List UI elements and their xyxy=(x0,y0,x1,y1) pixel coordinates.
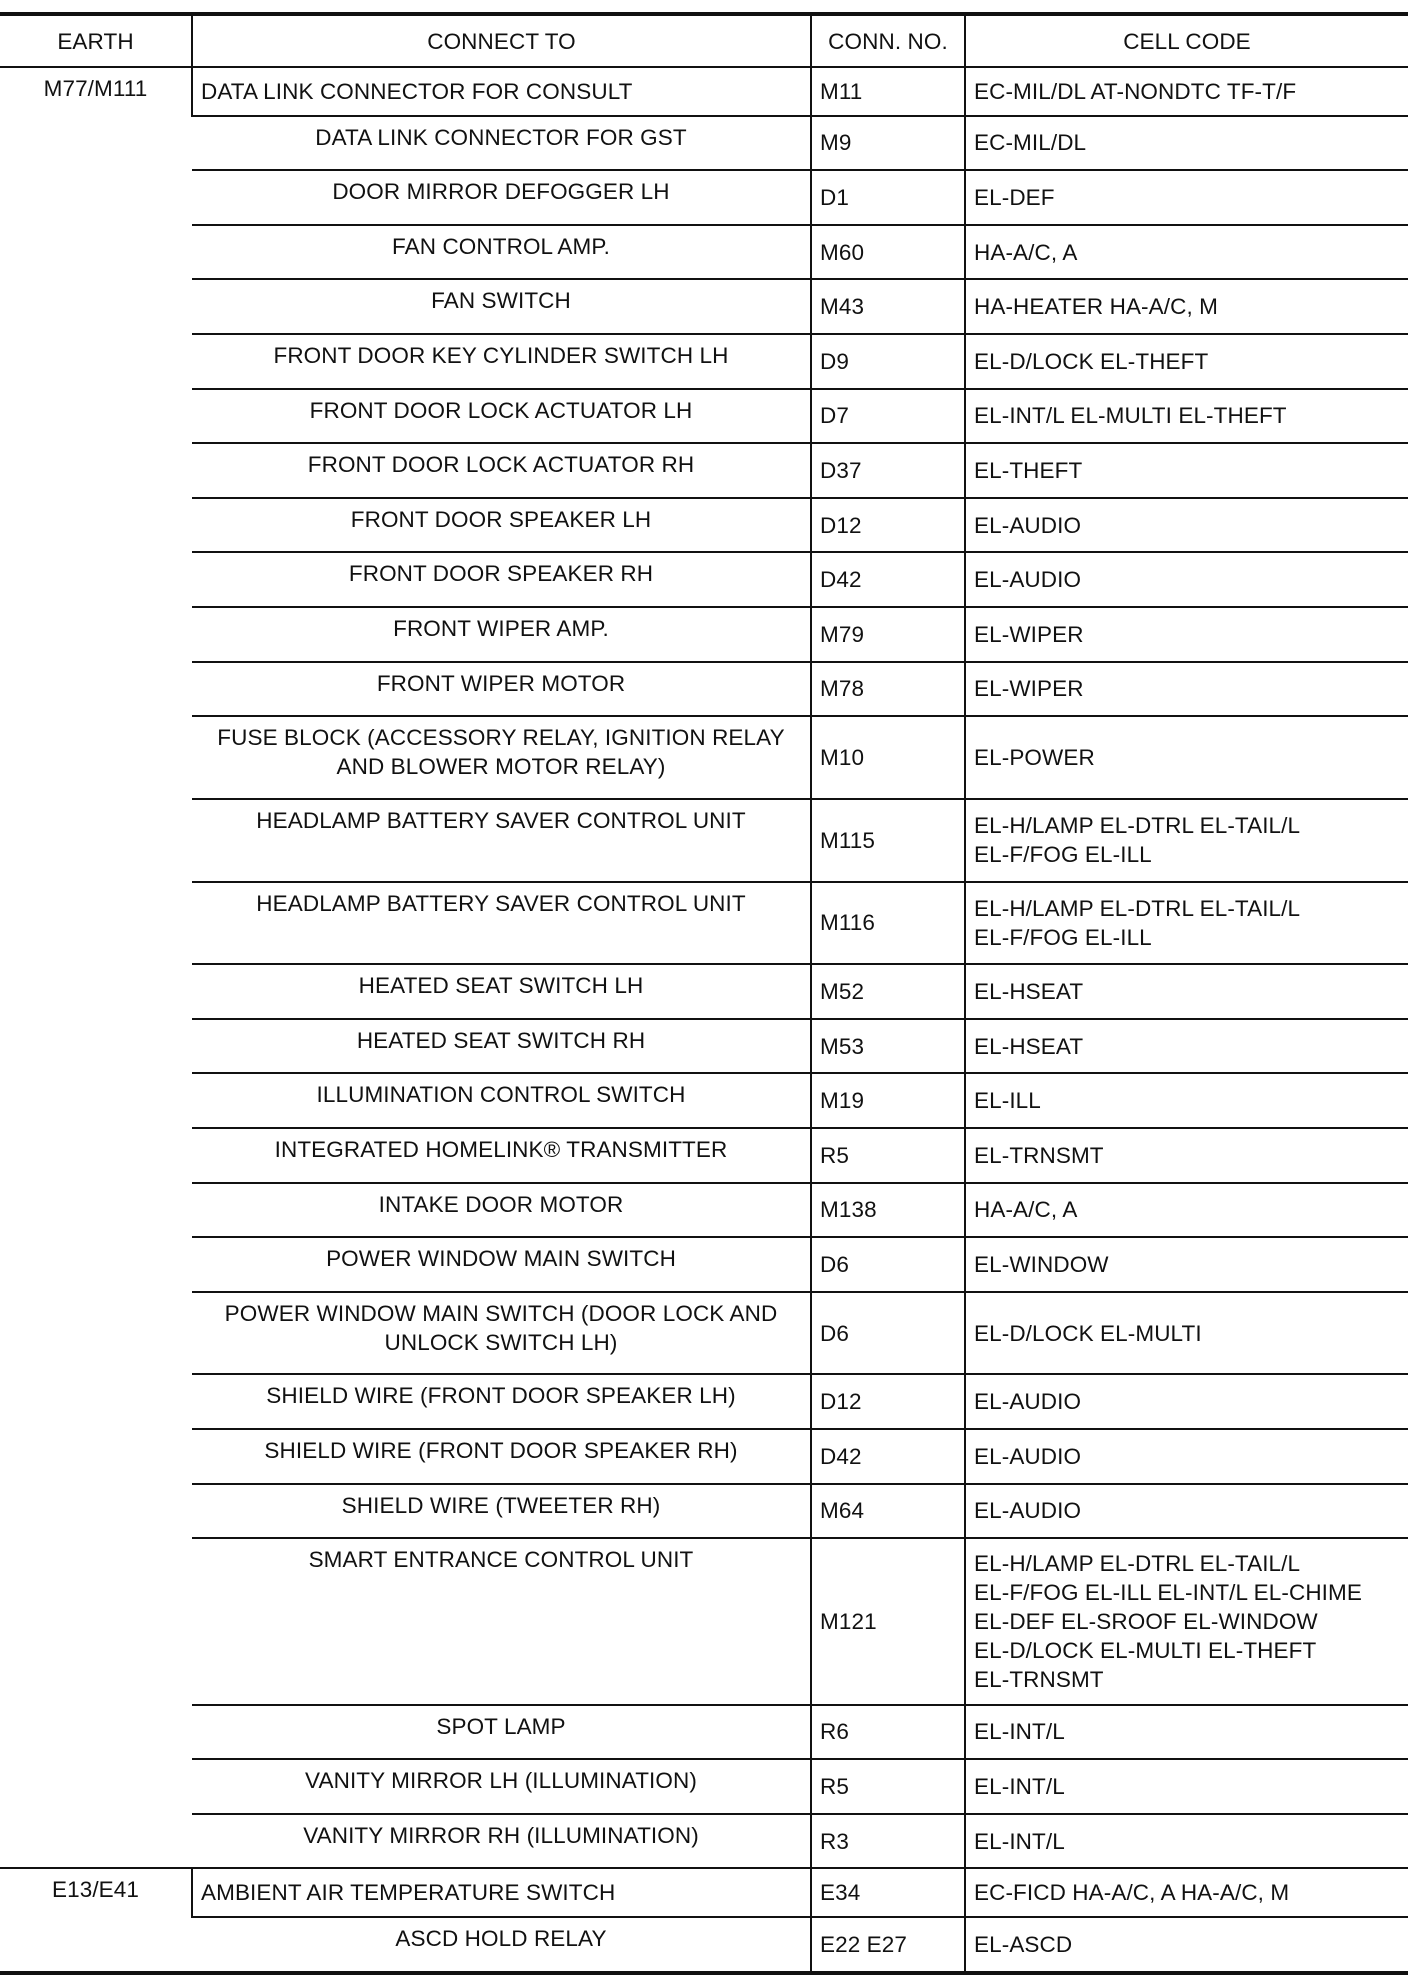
table-row xyxy=(0,170,1408,225)
conn-no-cell: D6 xyxy=(811,1292,965,1375)
cell-code-line: EL-TRNSMT xyxy=(974,1666,1104,1692)
cell-code-cell xyxy=(965,443,1408,498)
connect-to-cell: FRONT DOOR LOCK ACTUATOR RH xyxy=(192,443,811,498)
connect-to-cell: VANITY MIRROR LH (ILLUMINATION) xyxy=(192,1759,811,1814)
cell-code-cell xyxy=(965,389,1408,444)
connect-to-cell: AMBIENT AIR TEMPERATURE SWITCH xyxy=(192,1868,811,1917)
connect-to-cell: FRONT DOOR KEY CYLINDER SWITCH LH xyxy=(192,334,811,389)
cell-code-cell xyxy=(965,279,1408,334)
table-row xyxy=(0,1538,1408,1704)
table-row xyxy=(0,116,1408,171)
table-row xyxy=(0,225,1408,280)
conn-no-cell: M43 xyxy=(811,279,965,334)
cell-code-cell xyxy=(965,1429,1408,1484)
cell-code-cell xyxy=(965,334,1408,389)
connect-to-cell: INTEGRATED HOMELINK® TRANSMITTER xyxy=(192,1128,811,1183)
connect-to-cell: DATA LINK CONNECTOR FOR CONSULT xyxy=(192,67,811,116)
cell-code-line: EL-AUDIO xyxy=(974,1498,1082,1524)
connect-to-cell: FRONT DOOR LOCK ACTUATOR LH xyxy=(192,389,811,444)
header-earth: EARTH xyxy=(0,14,192,67)
cell-code-line: EC-MIL/DL AT-NONDTC TF-T/F xyxy=(974,78,1297,104)
cell-code-cell xyxy=(965,882,1408,965)
table-row xyxy=(0,1183,1408,1238)
connect-to-cell: HEATED SEAT SWITCH RH xyxy=(192,1019,811,1074)
connect-to-cell: FRONT WIPER MOTOR xyxy=(192,662,811,717)
connect-to-cell: INTAKE DOOR MOTOR xyxy=(192,1183,811,1238)
connect-to-cell: DATA LINK CONNECTOR FOR GST xyxy=(192,116,811,171)
cell-code-line: EL-WINDOW xyxy=(974,1251,1109,1277)
conn-no-cell: D42 xyxy=(811,552,965,607)
cell-code-cell xyxy=(965,1374,1408,1429)
cell-code-cell xyxy=(965,1237,1408,1292)
table-row xyxy=(0,1484,1408,1539)
connect-to-cell: FAN SWITCH xyxy=(192,279,811,334)
connect-to-cell: POWER WINDOW MAIN SWITCH (DOOR LOCK AND UNLOCK SWITCH LH) xyxy=(192,1292,811,1375)
connect-to-cell: FRONT DOOR SPEAKER LH xyxy=(192,498,811,553)
conn-no-cell: M53 xyxy=(811,1019,965,1074)
conn-no-cell: M79 xyxy=(811,607,965,662)
cell-code-line: EL-DEF EL-SROOF EL-WINDOW xyxy=(974,1608,1318,1634)
cell-code-line: EL-TRNSMT xyxy=(974,1142,1104,1168)
connect-to-cell: POWER WINDOW MAIN SWITCH xyxy=(192,1237,811,1292)
cell-code-cell xyxy=(965,607,1408,662)
cell-code-cell xyxy=(965,1484,1408,1539)
connect-to-cell: VANITY MIRROR RH (ILLUMINATION) xyxy=(192,1814,811,1869)
cell-code-cell xyxy=(965,225,1408,280)
table-row xyxy=(0,1429,1408,1484)
cell-code-line: HA-A/C, A xyxy=(974,239,1078,265)
cell-code-line: EC-MIL/DL xyxy=(974,130,1087,156)
table-row xyxy=(0,1237,1408,1292)
table-row xyxy=(0,1814,1408,1869)
cell-code-cell xyxy=(965,1814,1408,1869)
table-row xyxy=(0,607,1408,662)
table-row xyxy=(0,1705,1408,1760)
conn-no-cell: R5 xyxy=(811,1759,965,1814)
connect-to-cell: FUSE BLOCK (ACCESSORY RELAY, IGNITION RELAY AND BLOWER MOTOR RELAY) xyxy=(192,716,811,799)
cell-code-line: EL-THEFT xyxy=(974,457,1083,483)
table-row xyxy=(0,964,1408,1019)
cell-code-cell xyxy=(965,716,1408,799)
conn-no-cell: D12 xyxy=(811,1374,965,1429)
cell-code-line: EL-AUDIO xyxy=(974,512,1082,538)
cell-code-line: EL-ASCD xyxy=(974,1931,1073,1957)
cell-code-line: EL-INT/L EL-MULTI EL-THEFT xyxy=(974,403,1287,429)
conn-no-cell: M116 xyxy=(811,882,965,965)
cell-code-line: EL-WIPER xyxy=(974,621,1084,647)
conn-no-cell: R6 xyxy=(811,1705,965,1760)
cell-code-line: EL-H/LAMP EL-DTRL EL-TAIL/L xyxy=(974,813,1301,839)
cell-code-line: EL-INT/L xyxy=(974,1774,1065,1799)
table-body xyxy=(0,67,1408,1973)
table-row xyxy=(0,498,1408,553)
table-header xyxy=(0,14,1408,67)
cell-code-line: EL-WIPER xyxy=(974,676,1084,702)
conn-no-cell: M19 xyxy=(811,1073,965,1128)
cell-code-line: EL-D/LOCK EL-THEFT xyxy=(974,348,1209,374)
cell-code-line: EL-AUDIO xyxy=(974,1389,1082,1415)
cell-code-cell xyxy=(965,1705,1408,1760)
table-row xyxy=(0,389,1408,444)
conn-no-cell: D1 xyxy=(811,170,965,225)
connect-to-cell: SHIELD WIRE (FRONT DOOR SPEAKER RH) xyxy=(192,1429,811,1484)
conn-no-cell: M78 xyxy=(811,662,965,717)
conn-no-cell: D42 xyxy=(811,1429,965,1484)
connect-to-cell: FRONT DOOR SPEAKER RH xyxy=(192,552,811,607)
conn-no-cell: M138 xyxy=(811,1183,965,1238)
table-row xyxy=(0,443,1408,498)
cell-code-cell xyxy=(965,498,1408,553)
cell-code-line: EL-INT/L xyxy=(974,1719,1065,1745)
table-row xyxy=(0,1759,1408,1814)
conn-no-cell: D12 xyxy=(811,498,965,553)
table-row xyxy=(0,1073,1408,1128)
connect-to-cell: SHIELD WIRE (TWEETER RH) xyxy=(192,1484,811,1539)
cell-code-line: EL-D/LOCK EL-MULTI EL-THEFT xyxy=(974,1637,1317,1663)
cell-code-cell xyxy=(965,799,1408,882)
connect-to-cell: HEATED SEAT SWITCH LH xyxy=(192,964,811,1019)
table-row xyxy=(0,1868,1408,1917)
table-row xyxy=(0,1917,1408,1973)
cell-code-cell xyxy=(965,662,1408,717)
table-row xyxy=(0,882,1408,965)
cell-code-line: EL-HSEAT xyxy=(974,1033,1084,1059)
table-row xyxy=(0,1292,1408,1375)
conn-no-cell: M52 xyxy=(811,964,965,1019)
cell-code-cell xyxy=(965,1292,1408,1375)
cell-code-cell xyxy=(965,552,1408,607)
table-row xyxy=(0,67,1408,116)
cell-code-line: EL-AUDIO xyxy=(974,567,1082,593)
table-row xyxy=(0,1019,1408,1074)
earth-cell: M77/M111 xyxy=(43,76,148,101)
cell-code-line: HA-A/C, A xyxy=(974,1197,1078,1223)
table-row xyxy=(0,716,1408,799)
cell-code-cell xyxy=(965,1019,1408,1074)
conn-no-cell: M11 xyxy=(811,67,965,116)
conn-no-cell: M10 xyxy=(811,716,965,799)
cell-code-cell xyxy=(965,1073,1408,1128)
table-row xyxy=(0,1128,1408,1183)
connect-to-cell: HEADLAMP BATTERY SAVER CONTROL UNIT xyxy=(192,799,811,882)
conn-no-cell: E34 xyxy=(811,1868,965,1917)
cell-code-cell xyxy=(965,964,1408,1019)
conn-no-cell: M64 xyxy=(811,1484,965,1539)
cell-code-line: EL-D/LOCK EL-MULTI xyxy=(974,1320,1202,1346)
conn-no-cell: R5 xyxy=(811,1128,965,1183)
connect-to-cell: SMART ENTRANCE CONTROL UNIT xyxy=(192,1538,811,1704)
connect-to-cell: SHIELD WIRE (FRONT DOOR SPEAKER LH) xyxy=(192,1374,811,1429)
connect-to-cell: ILLUMINATION CONTROL SWITCH xyxy=(192,1073,811,1128)
cell-code-cell xyxy=(965,116,1408,171)
earth-connector-table xyxy=(0,12,1408,1975)
cell-code-line: EL-F/FOG EL-ILL xyxy=(974,842,1152,868)
cell-code-cell xyxy=(965,1868,1408,1917)
table-row xyxy=(0,279,1408,334)
cell-code-cell xyxy=(965,1538,1408,1704)
header-cell-code: CELL CODE xyxy=(965,14,1408,67)
conn-no-cell: M121 xyxy=(811,1538,965,1704)
connect-to-cell: FAN CONTROL AMP. xyxy=(192,225,811,280)
table-row xyxy=(0,552,1408,607)
cell-code-line: EL-F/FOG EL-ILL xyxy=(974,924,1152,950)
cell-code-cell xyxy=(965,1917,1408,1973)
conn-no-cell: M9 xyxy=(811,116,965,171)
cell-code-line: EL-AUDIO xyxy=(974,1443,1082,1469)
table-row xyxy=(0,799,1408,882)
table-row xyxy=(0,662,1408,717)
table-row xyxy=(0,1374,1408,1429)
cell-code-cell xyxy=(965,67,1408,116)
cell-code-line: EL-INT/L xyxy=(974,1828,1065,1854)
cell-code-line: EL-F/FOG EL-ILL EL-INT/L EL-CHIME xyxy=(974,1579,1362,1605)
header-conn-no: CONN. NO. xyxy=(811,14,965,67)
conn-no-cell: D7 xyxy=(811,389,965,444)
cell-code-line: EL-ILL xyxy=(974,1088,1041,1114)
cell-code-cell xyxy=(965,170,1408,225)
conn-no-cell: E22 E27 xyxy=(811,1917,965,1973)
conn-no-cell: M60 xyxy=(811,225,965,280)
cell-code-line: EC-FICD HA-A/C, A HA-A/C, M xyxy=(974,1880,1290,1906)
earth-cell: E13/E41 xyxy=(0,1868,192,1972)
header-row xyxy=(0,14,1408,67)
connect-to-cell: SPOT LAMP xyxy=(192,1705,811,1760)
cell-code-line: EL-DEF xyxy=(974,184,1055,210)
connect-to-cell: FRONT WIPER AMP. xyxy=(192,607,811,662)
cell-code-line: EL-H/LAMP EL-DTRL EL-TAIL/L xyxy=(974,1550,1301,1576)
header-connect-to: CONNECT TO xyxy=(192,14,811,67)
connect-to-cell: ASCD HOLD RELAY xyxy=(192,1917,811,1973)
cell-code-cell xyxy=(965,1759,1408,1814)
cell-code-line: HA-HEATER HA-A/C, M xyxy=(974,294,1218,320)
conn-no-cell: D37 xyxy=(811,443,965,498)
table-row xyxy=(0,334,1408,389)
conn-no-cell: M115 xyxy=(811,799,965,882)
cell-code-cell xyxy=(965,1128,1408,1183)
cell-code-line: EL-POWER xyxy=(974,744,1095,770)
conn-no-cell: R3 xyxy=(811,1814,965,1869)
cell-code-line: EL-H/LAMP EL-DTRL EL-TAIL/L xyxy=(974,895,1301,921)
conn-no-cell: D9 xyxy=(811,334,965,389)
connect-to-cell: HEADLAMP BATTERY SAVER CONTROL UNIT xyxy=(192,882,811,965)
cell-code-cell xyxy=(965,1183,1408,1238)
conn-no-cell: D6 xyxy=(811,1237,965,1292)
cell-code-line: EL-HSEAT xyxy=(974,978,1084,1004)
connect-to-cell: DOOR MIRROR DEFOGGER LH xyxy=(192,170,811,225)
